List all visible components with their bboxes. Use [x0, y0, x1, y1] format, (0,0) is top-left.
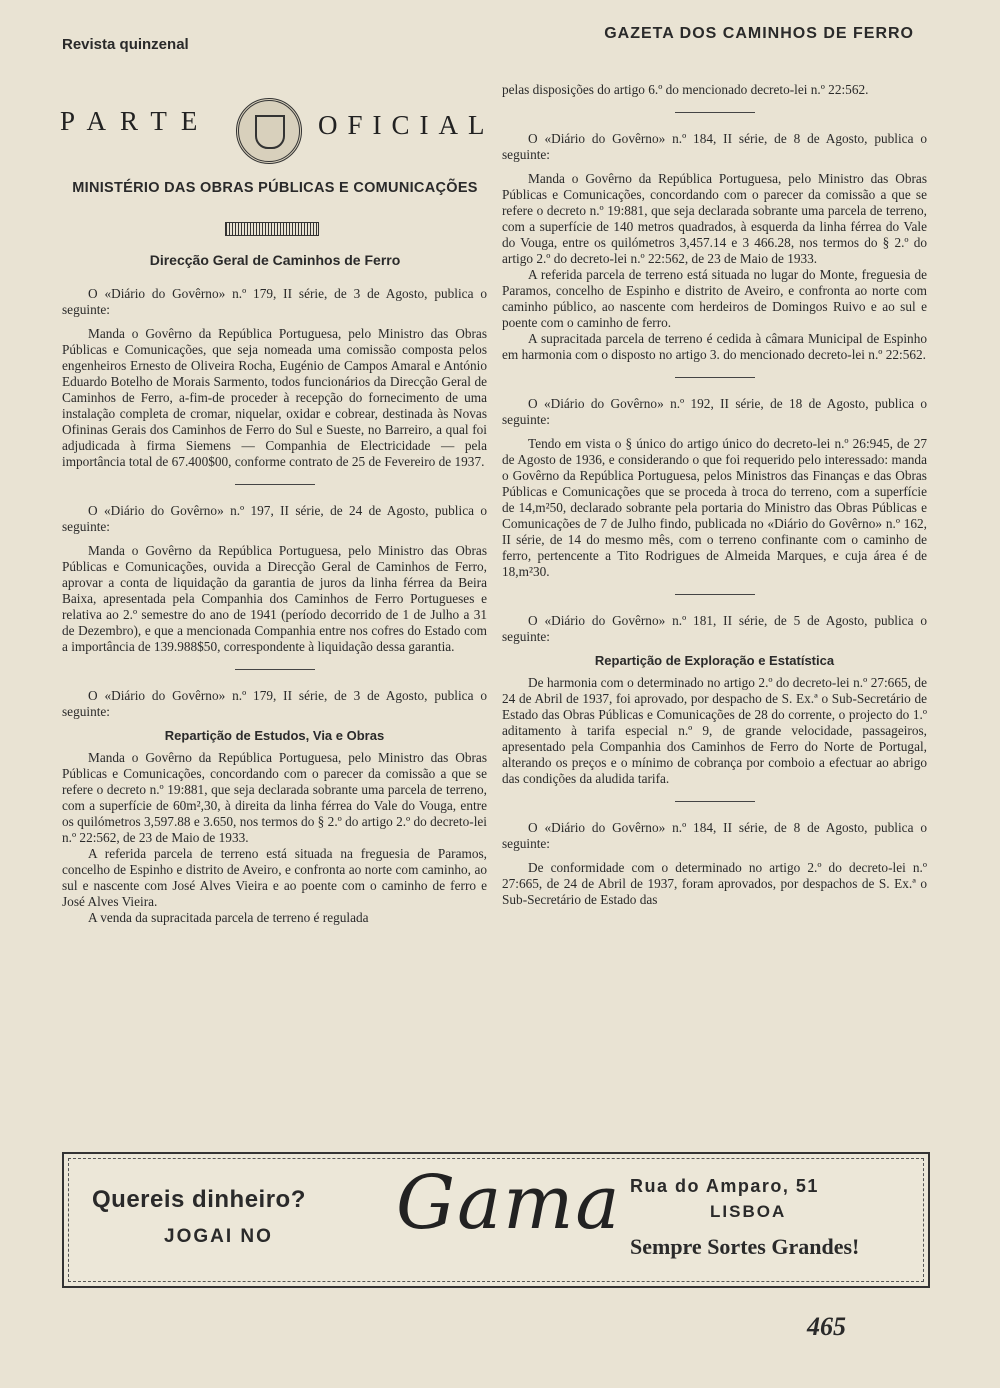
separator-rule [675, 377, 755, 378]
repartition-heading: Repartição de Estudos, Via e Obras [164, 728, 385, 743]
article-intro: O «Diário do Govêrno» n.º 192, II série, de 18 de Agosto, publica o seguinte: [502, 396, 927, 427]
advert-call: JOGAI NO [164, 1226, 273, 1247]
left-column [62, 270, 487, 926]
advert-slogan: Sempre Sortes Grandes! [630, 1234, 860, 1259]
article-continuation: pelas disposições do artigo 6.º do mencionado decreto-lei n.º 22:562. [502, 82, 869, 97]
article-intro: O «Diário do Govêrno» n.º 179, II série, de 3 de Agosto, publica o seguinte: [62, 688, 487, 719]
article-body: A venda da supracitada parcela de terreno é regulada [88, 910, 369, 925]
article-body: A referida parcela de terreno está situada na freguesia de Paramos, concelho de Espinho e distrito de Aveiro, e confronta ao norte com caminho, ao sul e nascente com José Alves Vieira e ao poente com o caminho de ferro e José Alves Vieira. [62, 846, 487, 909]
page-number: 465 [807, 1312, 846, 1341]
separator-rule [235, 484, 315, 485]
separator-rule [675, 801, 755, 802]
separator-rule [235, 669, 315, 670]
article-intro: O «Diário do Govêrno» n.º 184, II série, de 8 de Agosto, publica o seguinte: [502, 131, 927, 162]
advert-question: Quereis dinheiro? [92, 1186, 306, 1213]
article-body: Tendo em vista o § único do artigo único do decreto-lei n.º 26:945, de 27 de Agosto de 1936, e considerando o que foi requerido pelo interessado: manda o Govêrno da República Portuguesa, pelos Ministros das Finanças e das Obras Públicas e Comunicações que se proceda à troca do terreno, com a superfície de 14,m²50, declarado sobrante pela portaria do Ministro das Obras Públicas e Comunicações de 7 de Julho findo, publicada no «Diário do Govêrno» n.º 162, II série, de 14 do mesmo mês, com o terreno confinante com o caminho de ferro, pertencente a Tito Rodrigues de Almeida Marques, e cuja área é de 18,m²30. [502, 436, 927, 579]
article-body: De conformidade com o determinado no artigo 2.º do decreto-lei n.º 27:665, de 24 de Abril de 1937, foram aprovados, por despachos de S. Ex.ª o Sub-Secretário de Estado das [502, 860, 927, 907]
article-body: Manda o Govêrno da República Portuguesa, pelo Ministro das Obras Públicas e Comunicações, concordando com o parecer da comissão a que se refere o decreto n.º 19:881, que seja declarada sobrante uma parcela de terreno, com a superfície de 60m²,30, à direita da linha férrea do Vale do Vouga, entre os quilómetros 3,597.88 e 3.650, nos termos do § 2.º do artigo 2.º do decreto-lei n.º 22:562, de 23 de Maio de 1933. [62, 750, 487, 845]
advert-city: LISBOA [710, 1202, 787, 1221]
section-title [60, 96, 495, 176]
advert-brand-logo: Gama [396, 1160, 622, 1246]
right-column [502, 82, 927, 908]
article-intro: O «Diário do Govêrno» n.º 197, II série, de 24 de Agosto, publica o seguinte: [62, 503, 487, 534]
header-right: GAZETA DOS CAMINHOS DE FERRO [604, 25, 914, 42]
ornament-divider [225, 222, 319, 236]
article-intro: O «Diário do Govêrno» n.º 179, II série, de 3 de Agosto, publica o seguinte: [62, 286, 487, 317]
article-intro: O «Diário do Govêrno» n.º 181, II série, de 5 de Agosto, publica o seguinte: [502, 613, 927, 644]
article-intro: O «Diário do Govêrno» n.º 184, II série, de 8 de Agosto, publica o seguinte: [502, 820, 927, 851]
direccao-heading: Direcção Geral de Caminhos de Ferro [149, 252, 401, 268]
advert-address: Rua do Amparo, 51 [630, 1176, 819, 1196]
article-body: Manda o Govêrno da República Portuguesa, pelo Ministro das Obras Públicas e Comunicações, que seja nomeada uma comissão composta pelos engenheiros Ernesto de Oliveira Rocha, Eugénio de Campos Amaral e António Eduardo Botelho de Morais Sarmento, todos funcionários da Direcção Geral de Caminhos de Ferro, a-fim-de proceder à recepção do fornecimento de uma instalação completa de cromar, niquelar, oxidar e cobrear, destinada às Novas Ofininas Gerais dos Caminhos de Ferro do Sul e Sueste, no Barreiro, a qual foi adjudicada à firma Siemens — Companhia de Electricidade — pela importância total de 67.400$00, conforme contrato de 25 de Fevereiro de 1937. [62, 326, 487, 469]
ministry-heading: MINISTÉRIO DAS OBRAS PÚBLICAS E COMUNICAÇÕES [72, 180, 478, 196]
title-word-parte: PARTE [60, 106, 212, 136]
article-body: A referida parcela de terreno está situada no lugar do Monte, freguesia de Paramos, concelho de Espinho e distrito de Aveiro, e confronta ao norte com caminho público, ao nascente com herdeiros de Domingos Ruivo e ao sul e poente com o caminho de ferro. [502, 267, 927, 330]
title-word-oficial: OFICIAL [318, 110, 495, 140]
article-body: A supracitada parcela de terreno é cedida à câmara Municipal de Espinho em harmonia com o disposto no artigo 3. do mencionado decreto-lei n.º 22:562. [502, 331, 927, 362]
article-body: De harmonia com o determinado no artigo 2.º do decreto-lei n.º 27:665, de 24 de Abril de 1937, foi aprovado, por despacho de S. Ex.ª o Sub-Secretário de Estado das Obras Públicas e Comunicações de 28 do corrente, o projecto do 1.º aditamento à tarifa especial n.º 9, de grande velocidade, passageiros, apresentado pela Companhia dos Caminhos de Ferro do Norte de Portugal, alterando os preços e o mínimo de cobrança por comboio a efectuar ao abrigo das condições da aludida tarifa. [502, 675, 927, 786]
article-body: Manda o Govêrno da República Portuguesa, pelo Ministro das Obras Públicas e Comunicações, concordando com o parecer da comissão a que se refere o decreto n.º 19:881, que seja declarada sobrante uma parcela de terreno, com a superfície de 140 metros quadrados, à esquerda da linha férrea do Vale do Vouga, entre os quilómetros 3,457.14 e 3 466.28, nos termos do § 2.º do artigo 2.º do decreto-lei n.º 22:562, de 23 de Maio de 1933. [502, 171, 927, 266]
separator-rule [675, 594, 755, 595]
repartition-heading: Repartição de Exploração e Estatística [594, 653, 835, 668]
article-body: Manda o Govêrno da República Portuguesa, pelo Ministro das Obras Públicas e Comunicações, ouvida a Direcção Geral de Caminhos de Ferro, aprovar a conta de liquidação da garantia de juros da linha férrea da Beira Baixa, apresentada pela Companhia dos Caminhos de Ferro Portugueses e relativa ao 2.º semestre do ano de 1941 (período decorrido de 1 de Julho a 31 de Dezembro), e que a mencionada Companhia entre nos cofres do Estado com a importância de 139.988$50, correspondente à liquidação dessa garantia. [62, 543, 487, 654]
separator-rule [675, 112, 755, 113]
advertisement [62, 1152, 930, 1288]
coat-of-arms-icon [236, 98, 302, 164]
header-left: Revista quinzenal [62, 36, 189, 53]
